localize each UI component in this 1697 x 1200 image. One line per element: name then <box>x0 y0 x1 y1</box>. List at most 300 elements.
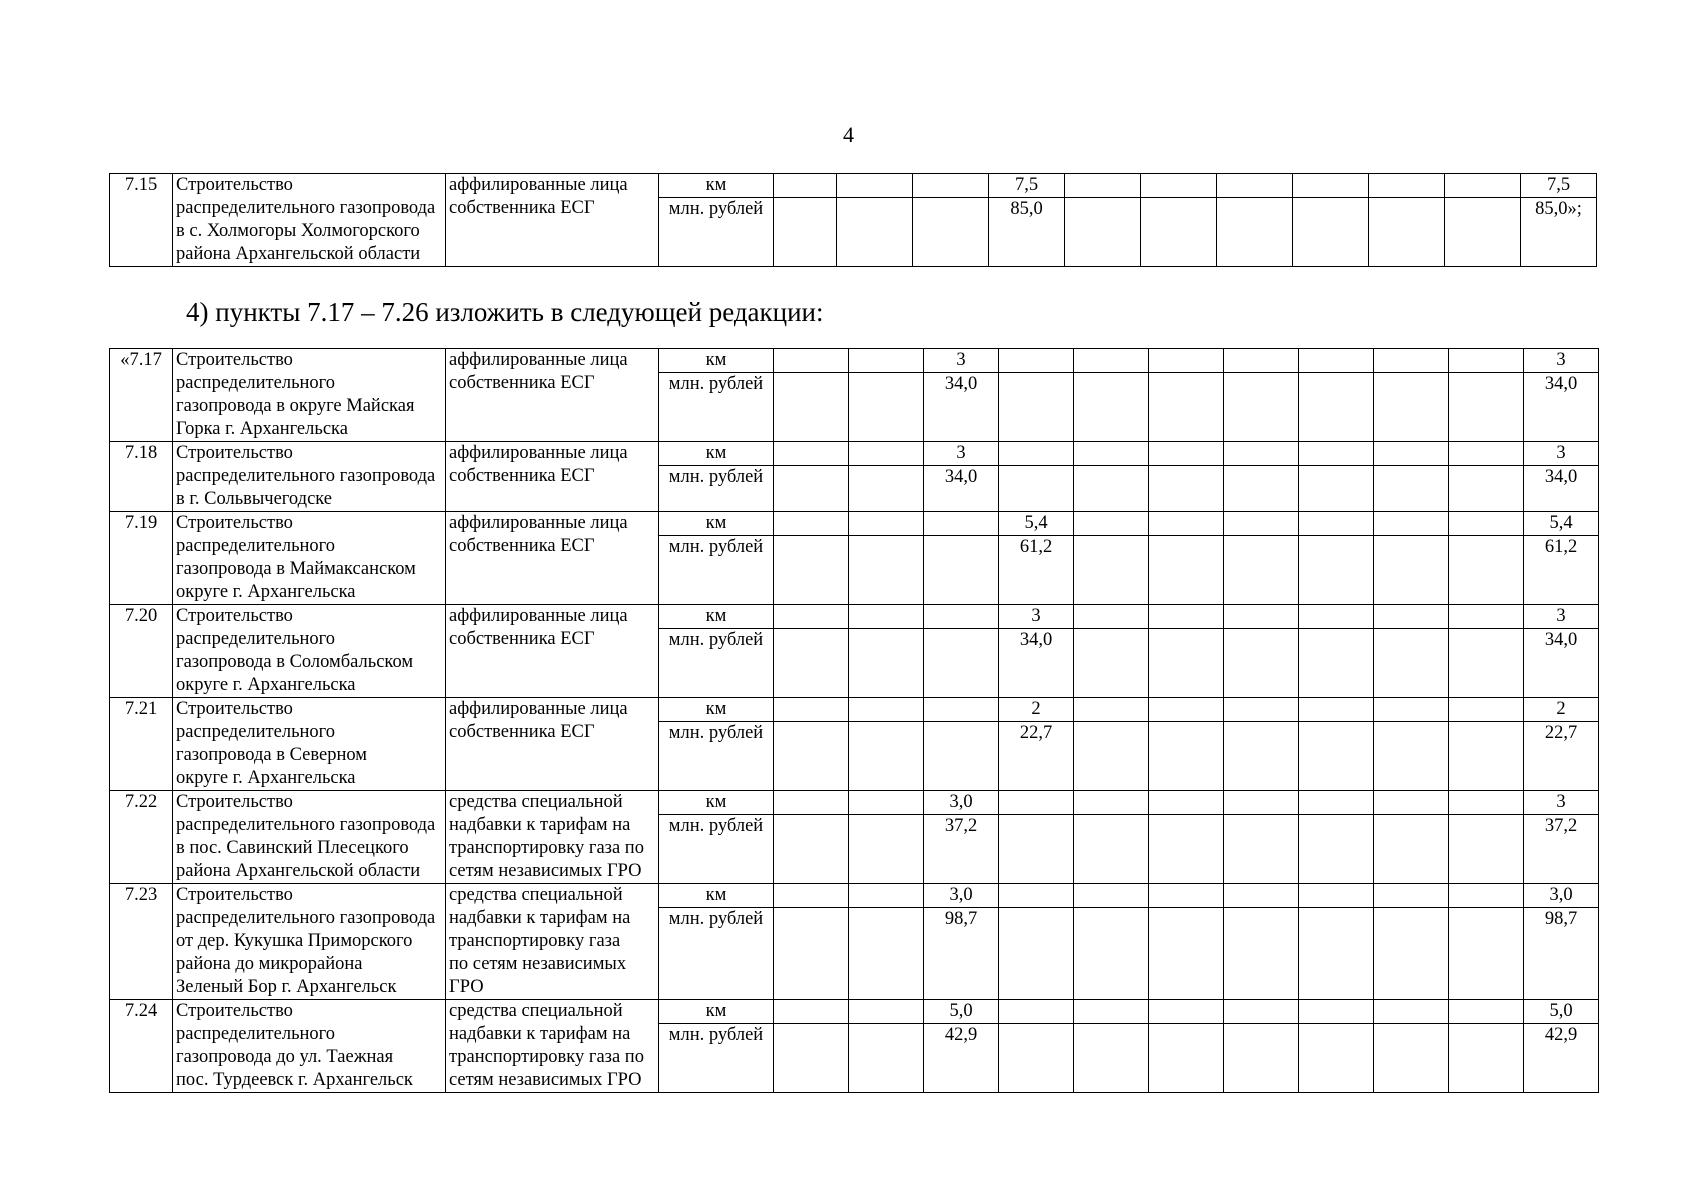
table-row <box>110 512 1599 536</box>
value-rub-cell <box>1449 908 1524 1000</box>
value-rub-cell <box>1224 466 1299 512</box>
value-km-cell: 7,5 <box>1521 174 1597 198</box>
item-description <box>173 349 446 442</box>
value-km-cell <box>774 512 849 536</box>
value-km-cell: 2 <box>999 698 1074 722</box>
value-rub-cell <box>1449 1024 1524 1093</box>
value-km-cell <box>1374 791 1449 815</box>
unit-rub: млн. рублей <box>659 722 774 791</box>
value-rub-cell: 22,7 <box>1524 722 1599 791</box>
text-line: распределительного газопровода <box>176 815 436 835</box>
value-rub-cell <box>1449 815 1524 884</box>
value-km-cell <box>1374 605 1449 629</box>
value-rub-cell: 22,7 <box>999 722 1074 791</box>
table-row <box>110 884 1599 908</box>
unit-km: км <box>659 1000 774 1024</box>
value-km-cell <box>1449 884 1524 908</box>
unit-rub: млн. рублей <box>659 466 774 512</box>
value-km-cell <box>1374 349 1449 373</box>
value-rub-cell <box>1374 466 1449 512</box>
text-line: Строительство <box>176 1001 293 1021</box>
value-km-cell <box>1374 512 1449 536</box>
value-rub-cell <box>1374 629 1449 698</box>
text-line: собственника ЕСГ <box>449 629 595 649</box>
unit-rub: млн. рублей <box>659 629 774 698</box>
value-km-cell: 3,0 <box>924 884 999 908</box>
funding-source <box>446 884 659 1000</box>
value-rub-cell <box>999 373 1074 442</box>
value-rub-cell: 85,0»; <box>1521 198 1597 267</box>
text-line: собственника ЕСГ <box>449 373 595 393</box>
item-number: 7.19 <box>110 512 173 605</box>
value-km-cell <box>774 349 849 373</box>
value-rub-cell <box>913 198 989 267</box>
value-rub-cell: 34,0 <box>999 629 1074 698</box>
value-rub-cell <box>1299 1024 1374 1093</box>
value-rub-cell <box>849 629 924 698</box>
value-rub-cell <box>1299 373 1374 442</box>
value-rub-cell: 34,0 <box>1524 629 1599 698</box>
value-km-cell <box>1299 698 1374 722</box>
value-rub-cell: 34,0 <box>1524 373 1599 442</box>
value-km-cell: 3,0 <box>924 791 999 815</box>
value-km-cell <box>913 174 989 198</box>
value-rub-cell <box>1299 908 1374 1000</box>
value-km-cell <box>1224 698 1299 722</box>
value-km-cell <box>774 442 849 466</box>
unit-km: км <box>659 791 774 815</box>
value-rub-cell <box>849 373 924 442</box>
value-rub-cell <box>1224 908 1299 1000</box>
value-rub-cell: 98,7 <box>924 908 999 1000</box>
value-rub-cell <box>1299 466 1374 512</box>
value-km-cell: 3 <box>1524 442 1599 466</box>
value-rub-cell <box>774 198 837 267</box>
value-rub-cell <box>1149 722 1224 791</box>
text-line: от дер. Кукушка Приморского <box>176 931 413 951</box>
value-rub-cell <box>849 908 924 1000</box>
value-km-cell <box>1449 442 1524 466</box>
value-rub-cell <box>999 908 1074 1000</box>
item-number: 7.18 <box>110 442 173 512</box>
item-description <box>173 791 446 884</box>
text-line: Строительство <box>176 606 293 626</box>
funding-source <box>446 698 659 791</box>
value-rub-cell: 42,9 <box>1524 1024 1599 1093</box>
value-rub-cell <box>1149 629 1224 698</box>
value-rub-cell <box>999 1024 1074 1093</box>
item-number: 7.22 <box>110 791 173 884</box>
item-description <box>173 174 446 267</box>
value-km-cell <box>1149 349 1224 373</box>
value-km-cell <box>774 605 849 629</box>
text-line: газопровода в округе Майская <box>176 396 415 416</box>
value-rub-cell: 61,2 <box>999 536 1074 605</box>
value-km-cell: 5,0 <box>924 1000 999 1024</box>
funding-source <box>446 791 659 884</box>
unit-rub: млн. рублей <box>659 1024 774 1093</box>
table-row <box>110 1000 1599 1024</box>
value-km-cell: 3 <box>1524 605 1599 629</box>
value-km-cell <box>1374 1000 1449 1024</box>
text-line: распределительного газопровода <box>176 198 436 218</box>
text-line: аффилированные лица <box>449 443 628 463</box>
funding-source <box>446 349 659 442</box>
value-rub-cell <box>1224 722 1299 791</box>
value-km-cell <box>1299 442 1374 466</box>
value-rub-cell <box>1074 1024 1149 1093</box>
text-line: собственника ЕСГ <box>449 536 595 556</box>
value-rub-cell <box>1224 373 1299 442</box>
value-km-cell <box>1065 174 1141 198</box>
value-km-cell <box>1141 174 1217 198</box>
value-rub-cell <box>774 629 849 698</box>
text-line: пос. Турдеевск г. Архангельск <box>176 1070 413 1090</box>
value-km-cell <box>1449 605 1524 629</box>
text-line: газопровода в Маймаксанском <box>176 559 416 579</box>
value-rub-cell <box>1074 815 1149 884</box>
unit-rub: млн. рублей <box>659 908 774 1000</box>
value-rub-cell <box>999 466 1074 512</box>
value-km-cell <box>999 1000 1074 1024</box>
text-line: распределительного <box>176 722 336 742</box>
value-rub-cell <box>1074 908 1149 1000</box>
text-line: средства специальной <box>449 792 623 812</box>
text-line: собственника ЕСГ <box>449 198 595 218</box>
value-km-cell <box>1074 884 1149 908</box>
value-rub-cell <box>774 908 849 1000</box>
value-km-cell <box>1149 605 1224 629</box>
value-km-cell <box>849 349 924 373</box>
text-line: округе г. Архангельска <box>176 582 356 602</box>
item-number: 7.20 <box>110 605 173 698</box>
value-km-cell: 3 <box>1524 791 1599 815</box>
unit-km: км <box>659 349 774 373</box>
item-description <box>173 442 446 512</box>
value-km-cell: 5,4 <box>999 512 1074 536</box>
value-rub-cell <box>1074 629 1149 698</box>
value-km-cell <box>1074 512 1149 536</box>
value-rub-cell <box>849 1024 924 1093</box>
value-km-cell <box>1374 442 1449 466</box>
table-row <box>110 605 1599 629</box>
value-km-cell <box>1449 1000 1524 1024</box>
text-line: Строительство <box>176 350 293 370</box>
value-rub-cell <box>1374 1024 1449 1093</box>
text-line: надбавки к тарифам на <box>449 908 631 928</box>
text-line: средства специальной <box>449 1001 623 1021</box>
text-line: распределительного газопровода <box>176 908 436 928</box>
value-km-cell <box>1217 174 1293 198</box>
unit-rub: млн. рублей <box>659 373 774 442</box>
value-km-cell <box>1149 512 1224 536</box>
value-rub-cell <box>837 198 913 267</box>
value-km-cell: 3,0 <box>1524 884 1599 908</box>
value-rub-cell: 37,2 <box>1524 815 1599 884</box>
unit-km: км <box>659 698 774 722</box>
value-rub-cell <box>1374 908 1449 1000</box>
item-number: «7.17 <box>110 349 173 442</box>
value-rub-cell <box>1449 373 1524 442</box>
page-number: 4 <box>843 122 854 147</box>
text-line: округе г. Архангельска <box>176 768 356 788</box>
value-km-cell <box>1074 605 1149 629</box>
value-km-cell: 7,5 <box>989 174 1065 198</box>
table-row <box>110 442 1599 466</box>
value-rub-cell <box>1224 536 1299 605</box>
text-line: ГРО <box>449 977 484 997</box>
unit-km: км <box>659 174 774 198</box>
value-km-cell <box>999 884 1074 908</box>
text-line: сетям независимых ГРО <box>449 1070 642 1090</box>
item-number: 7.23 <box>110 884 173 1000</box>
table-row <box>110 349 1599 373</box>
item-number: 7.24 <box>110 1000 173 1093</box>
text-line: надбавки к тарифам на <box>449 1024 631 1044</box>
value-km-cell <box>849 442 924 466</box>
value-km-cell <box>1224 791 1299 815</box>
value-km-cell <box>1299 1000 1374 1024</box>
value-rub-cell <box>849 722 924 791</box>
value-km-cell <box>1074 1000 1149 1024</box>
value-km-cell <box>1149 442 1224 466</box>
value-rub-cell: 34,0 <box>924 373 999 442</box>
value-km-cell <box>1149 1000 1224 1024</box>
value-km-cell <box>774 1000 849 1024</box>
value-km-cell <box>999 349 1074 373</box>
value-rub-cell: 98,7 <box>1524 908 1599 1000</box>
value-rub-cell <box>1074 536 1149 605</box>
value-rub-cell <box>774 466 849 512</box>
value-rub-cell: 61,2 <box>1524 536 1599 605</box>
value-km-cell <box>1449 698 1524 722</box>
item-description <box>173 512 446 605</box>
value-rub-cell <box>1299 629 1374 698</box>
value-km-cell <box>1449 512 1524 536</box>
unit-km: км <box>659 605 774 629</box>
value-rub-cell <box>924 629 999 698</box>
value-km-cell: 3 <box>924 442 999 466</box>
value-km-cell <box>849 884 924 908</box>
value-rub-cell <box>1149 373 1224 442</box>
value-km-cell <box>849 1000 924 1024</box>
text-line: в пос. Савинский Плесецкого <box>176 838 409 858</box>
text-line: газопровода в Северном <box>176 745 367 765</box>
table-row <box>110 174 1597 198</box>
value-rub-cell <box>1299 815 1374 884</box>
funding-source <box>446 512 659 605</box>
value-km-cell <box>849 791 924 815</box>
unit-rub: млн. рублей <box>659 536 774 605</box>
value-rub-cell <box>1224 629 1299 698</box>
value-km-cell <box>999 442 1074 466</box>
funding-source <box>446 442 659 512</box>
text-line: аффилированные лица <box>449 175 628 195</box>
text-line: Строительство <box>176 175 293 195</box>
text-line: сетям независимых ГРО <box>449 861 642 881</box>
text-line: аффилированные лица <box>449 606 628 626</box>
value-km-cell: 3 <box>999 605 1074 629</box>
value-km-cell <box>924 512 999 536</box>
text-line: распределительного <box>176 373 336 393</box>
value-rub-cell <box>924 722 999 791</box>
value-rub-cell <box>1445 198 1521 267</box>
item-description <box>173 698 446 791</box>
value-rub-cell <box>1293 198 1369 267</box>
value-km-cell <box>1224 884 1299 908</box>
text-line: Строительство <box>176 443 293 463</box>
item-description <box>173 884 446 1000</box>
value-rub-cell <box>1074 373 1149 442</box>
text-line: аффилированные лица <box>449 513 628 533</box>
text-line: транспортировку газа <box>449 931 621 951</box>
value-km-cell: 3 <box>924 349 999 373</box>
value-km-cell: 2 <box>1524 698 1599 722</box>
text-line: в г. Сольвычегодске <box>176 489 333 509</box>
text-line: распределительного <box>176 536 336 556</box>
funding-source <box>446 174 659 267</box>
value-rub-cell: 85,0 <box>989 198 1065 267</box>
item-number: 7.21 <box>110 698 173 791</box>
table-row <box>110 698 1599 722</box>
value-rub-cell <box>1299 722 1374 791</box>
text-line: распределительного <box>176 629 336 649</box>
value-rub-cell <box>1224 1024 1299 1093</box>
value-km-cell <box>849 605 924 629</box>
value-rub-cell <box>1065 198 1141 267</box>
funding-source <box>446 1000 659 1093</box>
unit-km: км <box>659 884 774 908</box>
value-rub-cell <box>1074 722 1149 791</box>
value-rub-cell <box>774 1024 849 1093</box>
value-km-cell <box>999 791 1074 815</box>
text-line: транспортировку газа по <box>449 838 644 858</box>
value-km-cell <box>1224 512 1299 536</box>
value-rub-cell: 34,0 <box>924 466 999 512</box>
value-km-cell <box>1299 791 1374 815</box>
value-rub-cell <box>1449 466 1524 512</box>
text-line: Горка г. Архангельска <box>176 419 348 439</box>
section-heading: 4) пункты 7.17 – 7.26 изложить в следующей редакции: <box>186 297 824 327</box>
value-km-cell <box>774 791 849 815</box>
value-rub-cell <box>774 815 849 884</box>
value-rub-cell: 34,0 <box>1524 466 1599 512</box>
item-description <box>173 605 446 698</box>
value-rub-cell <box>924 536 999 605</box>
text-line: района Архангельской области <box>176 861 421 881</box>
value-km-cell <box>1074 698 1149 722</box>
text-line: собственника ЕСГ <box>449 466 595 486</box>
text-line: транспортировку газа по <box>449 1047 644 1067</box>
text-line: аффилированные лица <box>449 699 628 719</box>
text-line: Зеленый Бор г. Архангельск <box>176 977 397 997</box>
value-km-cell <box>1299 349 1374 373</box>
text-line: распределительного <box>176 1024 336 1044</box>
value-rub-cell <box>1149 908 1224 1000</box>
text-line: в с. Холмогоры Холмогорского <box>176 221 420 241</box>
value-km-cell <box>1149 791 1224 815</box>
value-rub-cell <box>1369 198 1445 267</box>
text-line: собственника ЕСГ <box>449 722 595 742</box>
value-km-cell <box>1449 791 1524 815</box>
text-line: Строительство <box>176 513 293 533</box>
text-line: надбавки к тарифам на <box>449 815 631 835</box>
value-rub-cell <box>999 815 1074 884</box>
value-rub-cell <box>849 466 924 512</box>
value-km-cell <box>1074 791 1149 815</box>
value-km-cell <box>1224 605 1299 629</box>
value-rub-cell <box>1374 722 1449 791</box>
unit-km: км <box>659 512 774 536</box>
value-rub-cell <box>1374 373 1449 442</box>
value-rub-cell <box>1149 815 1224 884</box>
text-line: района Архангельской области <box>176 244 421 264</box>
value-km-cell <box>1299 605 1374 629</box>
value-km-cell <box>1149 884 1224 908</box>
value-km-cell <box>1074 349 1149 373</box>
value-rub-cell <box>1149 466 1224 512</box>
item-number: 7.15 <box>110 174 173 267</box>
value-km-cell <box>1224 349 1299 373</box>
investment-table-top <box>109 173 1597 267</box>
text-line: газопровода в Соломбальском <box>176 652 414 672</box>
unit-km: км <box>659 442 774 466</box>
value-rub-cell <box>1217 198 1293 267</box>
text-line: Строительство <box>176 792 293 812</box>
value-rub-cell: 42,9 <box>924 1024 999 1093</box>
text-line: аффилированные лица <box>449 350 628 370</box>
value-rub-cell <box>1141 198 1217 267</box>
value-rub-cell <box>1449 629 1524 698</box>
value-rub-cell <box>1149 536 1224 605</box>
value-km-cell <box>924 605 999 629</box>
value-km-cell <box>774 174 837 198</box>
value-km-cell <box>849 512 924 536</box>
value-rub-cell <box>1149 1024 1224 1093</box>
value-rub-cell <box>774 722 849 791</box>
value-km-cell <box>1224 1000 1299 1024</box>
value-km-cell <box>774 884 849 908</box>
value-km-cell <box>1299 884 1374 908</box>
value-rub-cell <box>774 373 849 442</box>
value-km-cell <box>837 174 913 198</box>
value-km-cell: 5,4 <box>1524 512 1599 536</box>
text-line: района до микрорайона <box>176 954 363 974</box>
value-rub-cell <box>1449 722 1524 791</box>
value-km-cell <box>1299 512 1374 536</box>
item-description <box>173 1000 446 1093</box>
funding-source <box>446 605 659 698</box>
value-rub-cell <box>774 536 849 605</box>
text-line: Строительство <box>176 699 293 719</box>
text-line: округе г. Архангельска <box>176 675 356 695</box>
value-km-cell <box>1445 174 1521 198</box>
value-km-cell <box>1224 442 1299 466</box>
value-km-cell: 5,0 <box>1524 1000 1599 1024</box>
text-line: по сетям независимых <box>449 954 627 974</box>
value-km-cell <box>849 698 924 722</box>
unit-rub: млн. рублей <box>659 815 774 884</box>
value-rub-cell <box>1374 815 1449 884</box>
value-rub-cell <box>1299 536 1374 605</box>
text-line: средства специальной <box>449 885 623 905</box>
value-km-cell <box>924 698 999 722</box>
value-km-cell <box>1449 349 1524 373</box>
value-km-cell <box>1149 698 1224 722</box>
table-row <box>110 791 1599 815</box>
value-rub-cell <box>849 815 924 884</box>
value-rub-cell <box>1224 815 1299 884</box>
